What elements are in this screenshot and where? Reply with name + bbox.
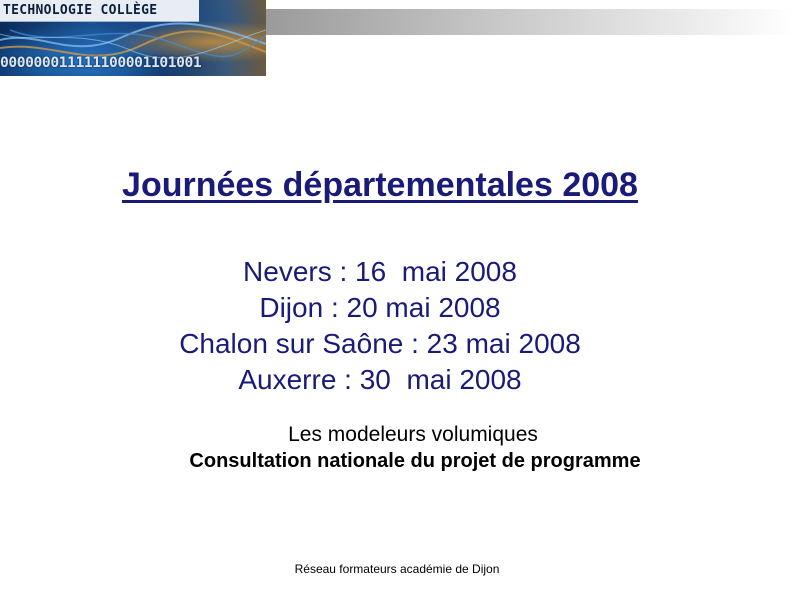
header-gradient-bar: [266, 9, 794, 35]
slide-footer: Réseau formateurs académie de Dijon: [294, 562, 500, 576]
event-date-chalon: Chalon sur Saône : 23 mai 2008: [179, 328, 581, 359]
event-date-dijon: Dijon : 20 mai 2008: [259, 292, 501, 323]
subtitle-consultation: Consultation nationale du projet de programme: [189, 450, 641, 472]
logo-title: TECHNOLOGIE COLLÈGE: [0, 0, 199, 22]
event-dates-list: [0, 254, 760, 398]
subtitle-modeleurs: Les modeleurs volumiques: [288, 423, 538, 446]
event-date-nevers: Nevers : 16 mai 2008: [243, 256, 517, 287]
technologie-college-logo: [0, 0, 266, 76]
logo-binary-text: 000000011111100001101001: [0, 54, 202, 71]
slide-headline: Journées départementales 2008: [122, 166, 638, 204]
event-date-auxerre: Auxerre : 30 mai 2008: [238, 364, 522, 395]
